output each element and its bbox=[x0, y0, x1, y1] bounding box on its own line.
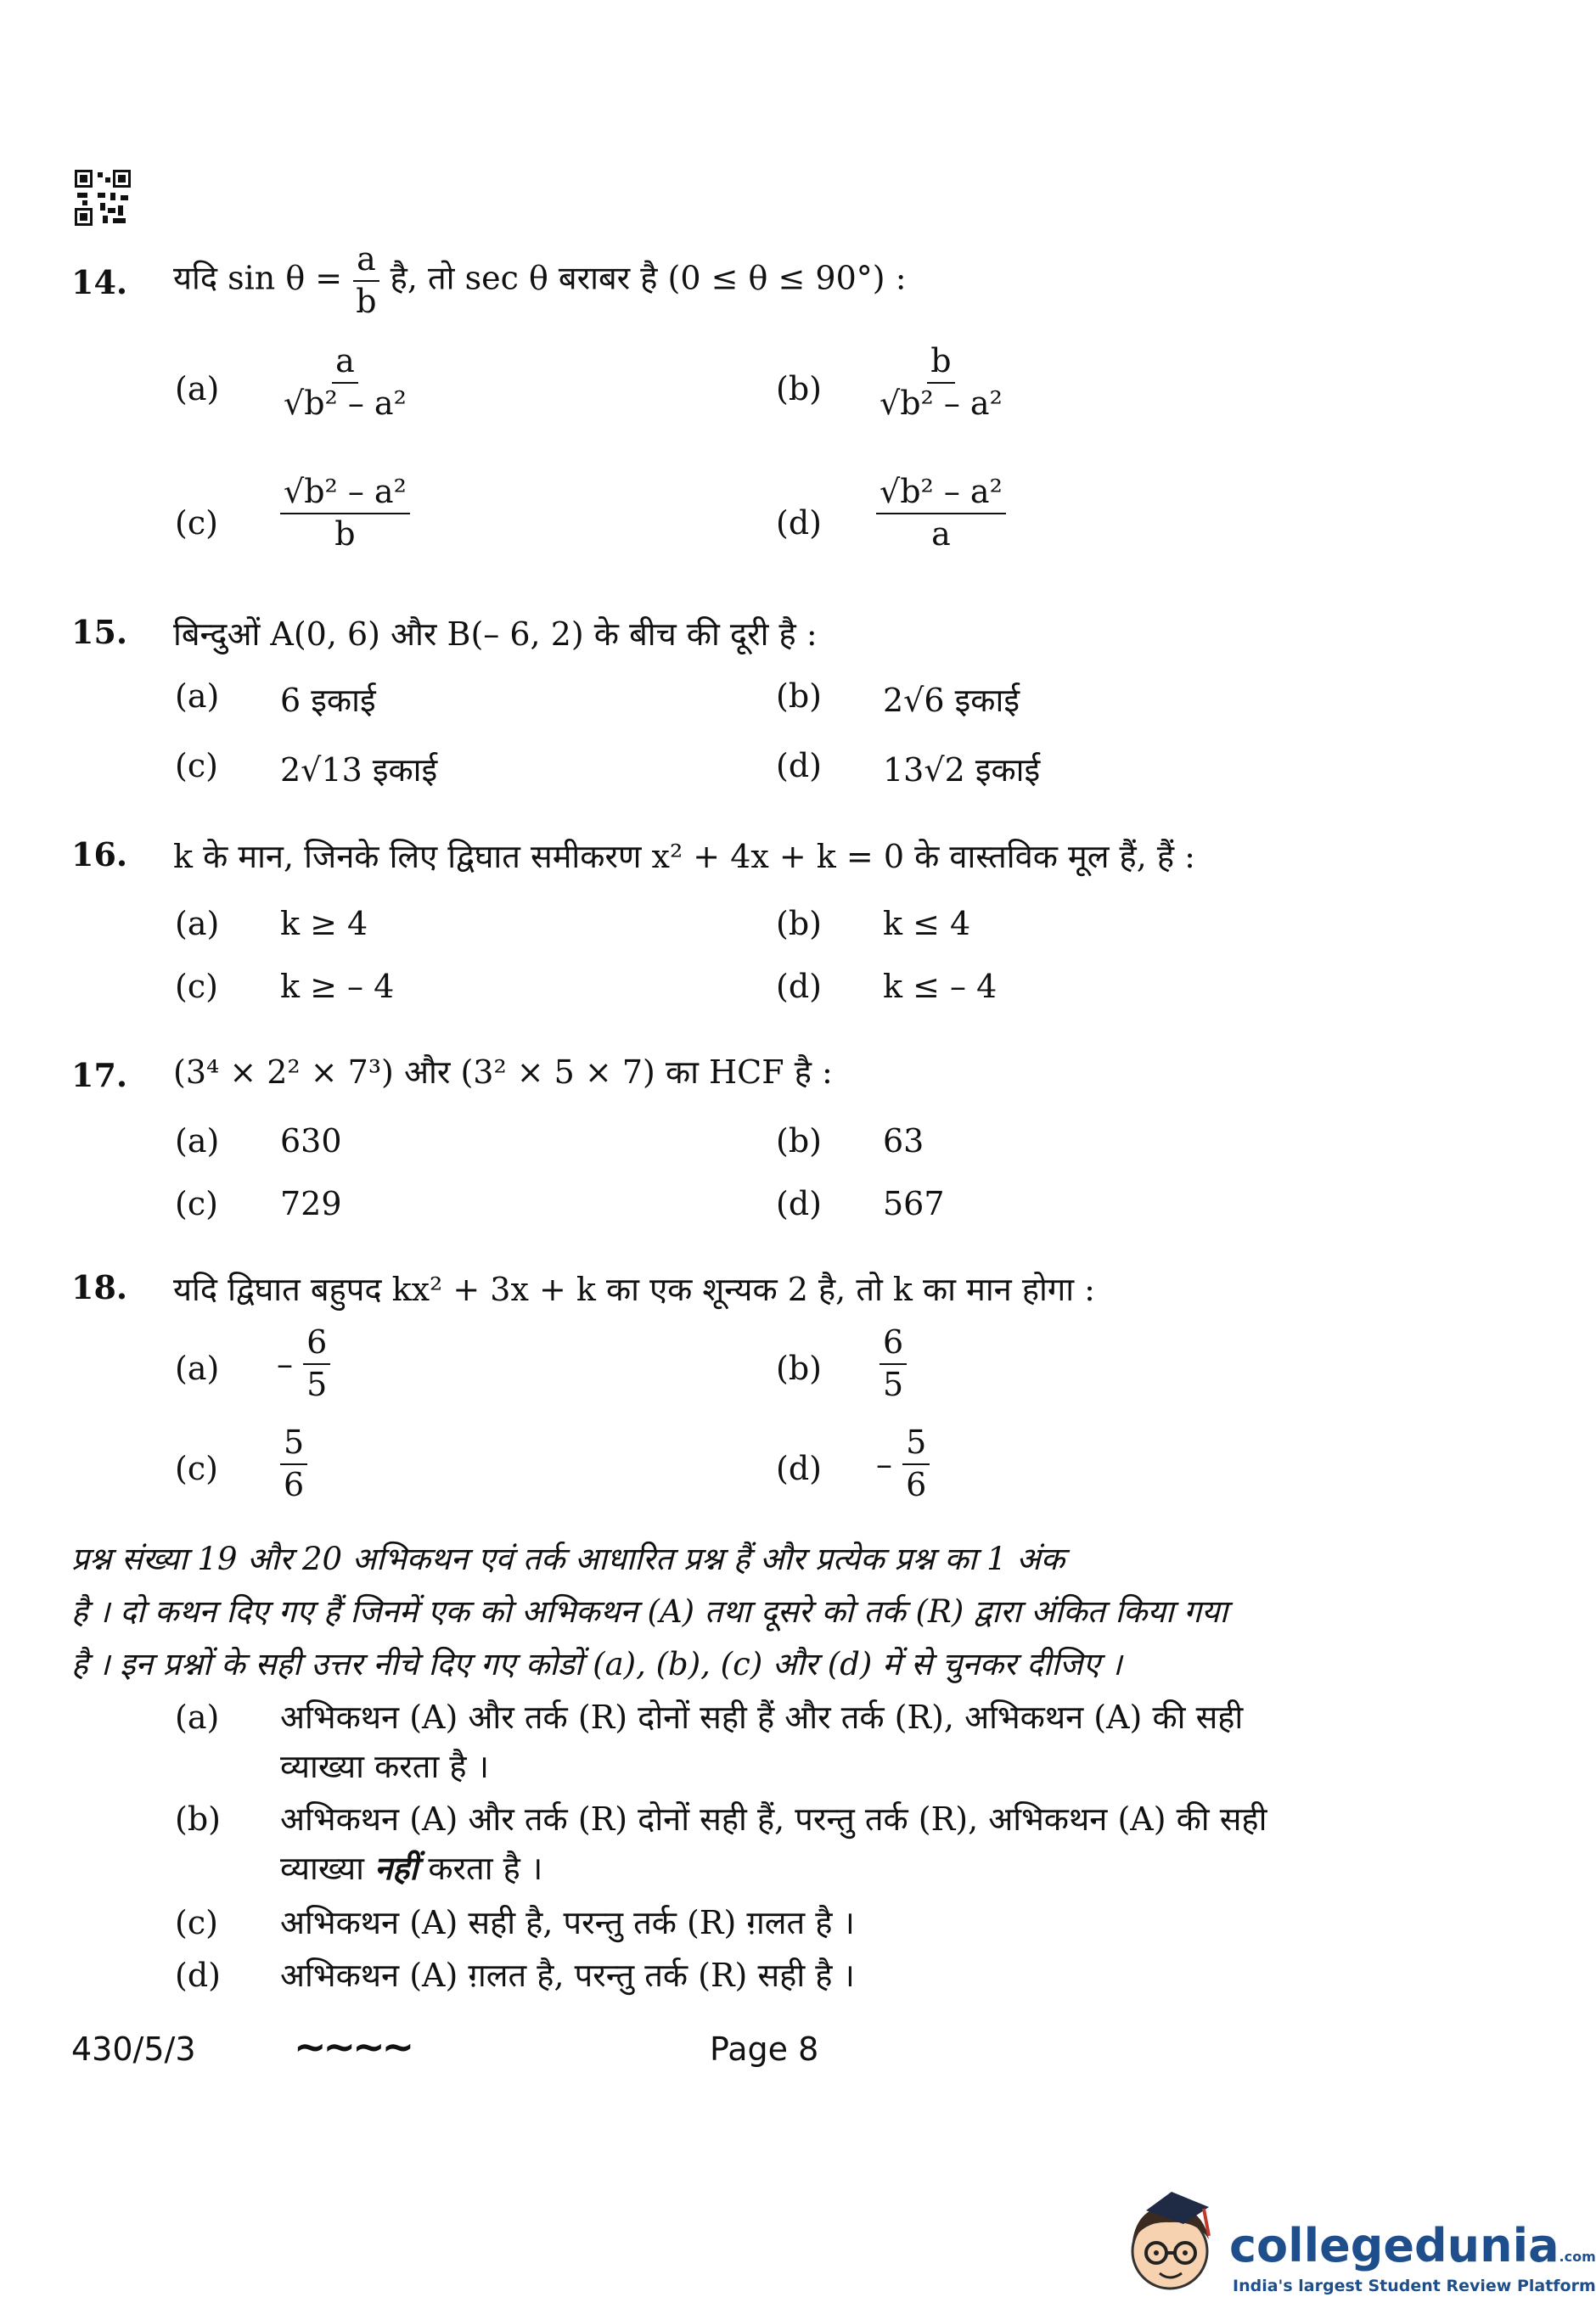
ar-option-d: अभिकथन (A) ग़लत है, परन्तु तर्क (R) सही है । bbox=[280, 1957, 855, 1994]
q14-option-b-den: √b² – a² bbox=[879, 384, 1003, 422]
ar-option-b-line2 bbox=[280, 1844, 1401, 1893]
q17-option-d: 567 bbox=[883, 1185, 945, 1222]
q16-option-c-label: (c) bbox=[175, 968, 218, 1005]
q14-stem-pre: यदि sin θ = bbox=[173, 259, 343, 297]
q18-option-a-label: (a) bbox=[175, 1350, 220, 1387]
q14-option-b bbox=[876, 342, 1006, 422]
question-18-number: 18. bbox=[71, 1268, 128, 1306]
q16-option-a: k ≥ 4 bbox=[280, 905, 368, 942]
q15-option-a-label: (a) bbox=[175, 677, 220, 715]
q14-stem-frac-den: b bbox=[356, 282, 377, 320]
q14-option-d-den: a bbox=[931, 514, 951, 553]
q18-option-d-label: (d) bbox=[776, 1450, 822, 1487]
q18-option-d-den: 6 bbox=[906, 1465, 927, 1503]
q15-option-c: 2√13 इकाई bbox=[280, 751, 438, 789]
q16-option-d-label: (d) bbox=[776, 968, 822, 1005]
q16-option-c: k ≥ – 4 bbox=[280, 968, 395, 1005]
q18-option-c bbox=[280, 1426, 307, 1502]
q18-option-b-den: 5 bbox=[883, 1365, 904, 1403]
q17-option-d-label: (d) bbox=[776, 1185, 822, 1222]
q14-option-c-den: b bbox=[334, 514, 356, 553]
ar-option-b-line1: अभिकथन (A) और तर्क (R) दोनों सही हैं, परन्तु तर्क (R), अभिकथन (A) की सही bbox=[280, 1800, 1267, 1838]
question-16-number: 16. bbox=[71, 835, 128, 873]
logo-brand: collegedunia bbox=[1229, 2219, 1559, 2272]
q18-option-d-sign: – bbox=[876, 1445, 892, 1483]
ar-option-b-line2a: व्याख्या bbox=[280, 1850, 364, 1887]
q17-option-b-label: (b) bbox=[776, 1122, 822, 1160]
q14-option-d bbox=[876, 475, 1006, 552]
q18-option-a-sign: – bbox=[277, 1345, 293, 1383]
question-14-number: 14. bbox=[71, 263, 128, 301]
q15-option-b: 2√6 इकाई bbox=[883, 682, 1020, 719]
qr-code bbox=[75, 170, 131, 226]
ar-option-a-line2: व्याख्या करता है । bbox=[280, 1748, 490, 1785]
logo-tagline: India's largest Student Review Platform bbox=[1233, 2277, 1596, 2295]
ar-option-c: अभिकथन (A) सही है, परन्तु तर्क (R) ग़लत है । bbox=[280, 1904, 855, 1941]
q16-option-a-label: (a) bbox=[175, 905, 220, 942]
q15-option-a: 6 इकाई bbox=[280, 682, 376, 719]
ar-option-d-label: (d) bbox=[175, 1957, 221, 1994]
q16-option-b: k ≤ 4 bbox=[883, 905, 971, 942]
question-15-stem: बिन्दुओं A(0, 6) और B(– 6, 2) के बीच की दूरी है : bbox=[173, 615, 818, 653]
ar-option-a-label: (a) bbox=[175, 1699, 220, 1736]
q18-option-b bbox=[879, 1323, 907, 1403]
logo-suffix: .com bbox=[1559, 2249, 1596, 2265]
q17-option-c: 729 bbox=[280, 1185, 342, 1222]
paper-code: 430/5/3 bbox=[71, 2030, 196, 2068]
q16-option-d: k ≤ – 4 bbox=[883, 968, 997, 1005]
assertion-reason-instructions bbox=[71, 1533, 1396, 1691]
q14-option-b-label: (b) bbox=[776, 370, 822, 407]
q14-option-c bbox=[280, 475, 410, 552]
footer-squiggle: ~~~~ bbox=[294, 2024, 412, 2070]
q14-stem-fraction bbox=[352, 240, 379, 320]
question-15-number: 15. bbox=[71, 613, 128, 651]
question-17-stem: (3⁴ × 2² × 7³) और (3² × 5 × 7) का HCF है : bbox=[173, 1053, 833, 1091]
q18-option-d bbox=[876, 1426, 930, 1502]
ar-option-a-line1: अभिकथन (A) और तर्क (R) दोनों सही हैं और तर्क (R), अभिकथन (A) की सही bbox=[280, 1699, 1244, 1736]
q17-option-a-label: (a) bbox=[175, 1122, 220, 1160]
q17-option-a: 630 bbox=[280, 1122, 342, 1160]
instruction-line-2: है । दो कथन दिए गए हैं जिनमें एक को अभिकथन (A) तथा दूसरे को तर्क (R) द्वारा अंकित किया गया bbox=[71, 1593, 1228, 1630]
question-16-stem: k के मान, जिनके लिए द्विघात समीकरण x² + 4x + k = 0 के वास्तविक मूल हैं, हैं : bbox=[173, 838, 1195, 875]
q18-option-a bbox=[277, 1323, 330, 1403]
ar-option-b-emphasis: नहीं bbox=[374, 1849, 419, 1887]
mascot-icon bbox=[1121, 2173, 1222, 2309]
q18-option-c-den: 6 bbox=[284, 1465, 305, 1503]
question-14-stem bbox=[173, 240, 907, 320]
q18-option-a-den: 5 bbox=[306, 1365, 328, 1403]
q14-stem-post: है, तो sec θ बराबर है (0 ≤ θ ≤ 90°) : bbox=[390, 259, 907, 297]
q15-option-b-label: (b) bbox=[776, 677, 822, 715]
instruction-line-1: प्रश्न संख्या 19 और 20 अभिकथन एवं तर्क आधारित प्रश्न हैं और प्रत्येक प्रश्न का 1 अंक bbox=[71, 1541, 1065, 1577]
q14-option-a-label: (a) bbox=[175, 370, 220, 407]
instruction-line-3: है । इन प्रश्नों के सही उत्तर नीचे दिए गए कोडों (a), (b), (c) और (d) में से चुनकर दीजिए । bbox=[71, 1646, 1122, 1682]
q14-stem-frac-num: a bbox=[353, 243, 379, 282]
q14-option-c-label: (c) bbox=[175, 504, 218, 542]
q14-option-a-num: a bbox=[332, 345, 358, 384]
q18-option-d-num: 5 bbox=[902, 1426, 930, 1465]
q18-option-a-num: 6 bbox=[303, 1326, 330, 1365]
ar-option-c-label: (c) bbox=[175, 1904, 218, 1941]
q14-option-c-num: √b² – a² bbox=[280, 475, 410, 514]
q18-option-b-label: (b) bbox=[776, 1350, 822, 1387]
q14-option-a-den: √b² – a² bbox=[284, 384, 407, 422]
question-17-number: 17. bbox=[71, 1056, 128, 1094]
question-18-stem: यदि द्विघात बहुपद kx² + 3x + k का एक शून्यक 2 है, तो k का मान होगा : bbox=[173, 1271, 1095, 1308]
q14-option-d-num: √b² – a² bbox=[876, 475, 1006, 514]
ar-option-a bbox=[280, 1693, 1401, 1791]
q18-option-b-num: 6 bbox=[879, 1326, 907, 1365]
q16-option-b-label: (b) bbox=[776, 905, 822, 942]
q15-option-d: 13√2 इकाई bbox=[883, 751, 1041, 789]
page-number: Page 8 bbox=[710, 2030, 819, 2068]
q14-option-b-num: b bbox=[927, 345, 954, 384]
q17-option-b: 63 bbox=[883, 1122, 924, 1160]
q14-option-a bbox=[280, 342, 410, 422]
q18-option-c-num: 5 bbox=[280, 1426, 307, 1465]
ar-option-b-line2c: करता है । bbox=[428, 1850, 543, 1887]
q14-option-d-label: (d) bbox=[776, 504, 822, 542]
ar-option-b-label: (b) bbox=[175, 1800, 221, 1838]
collegedunia-logo bbox=[1121, 2173, 1596, 2309]
q17-option-c-label: (c) bbox=[175, 1185, 218, 1222]
q15-option-c-label: (c) bbox=[175, 747, 218, 784]
q15-option-d-label: (d) bbox=[776, 747, 822, 784]
q18-option-c-label: (c) bbox=[175, 1450, 218, 1487]
ar-option-b bbox=[280, 1794, 1401, 1893]
